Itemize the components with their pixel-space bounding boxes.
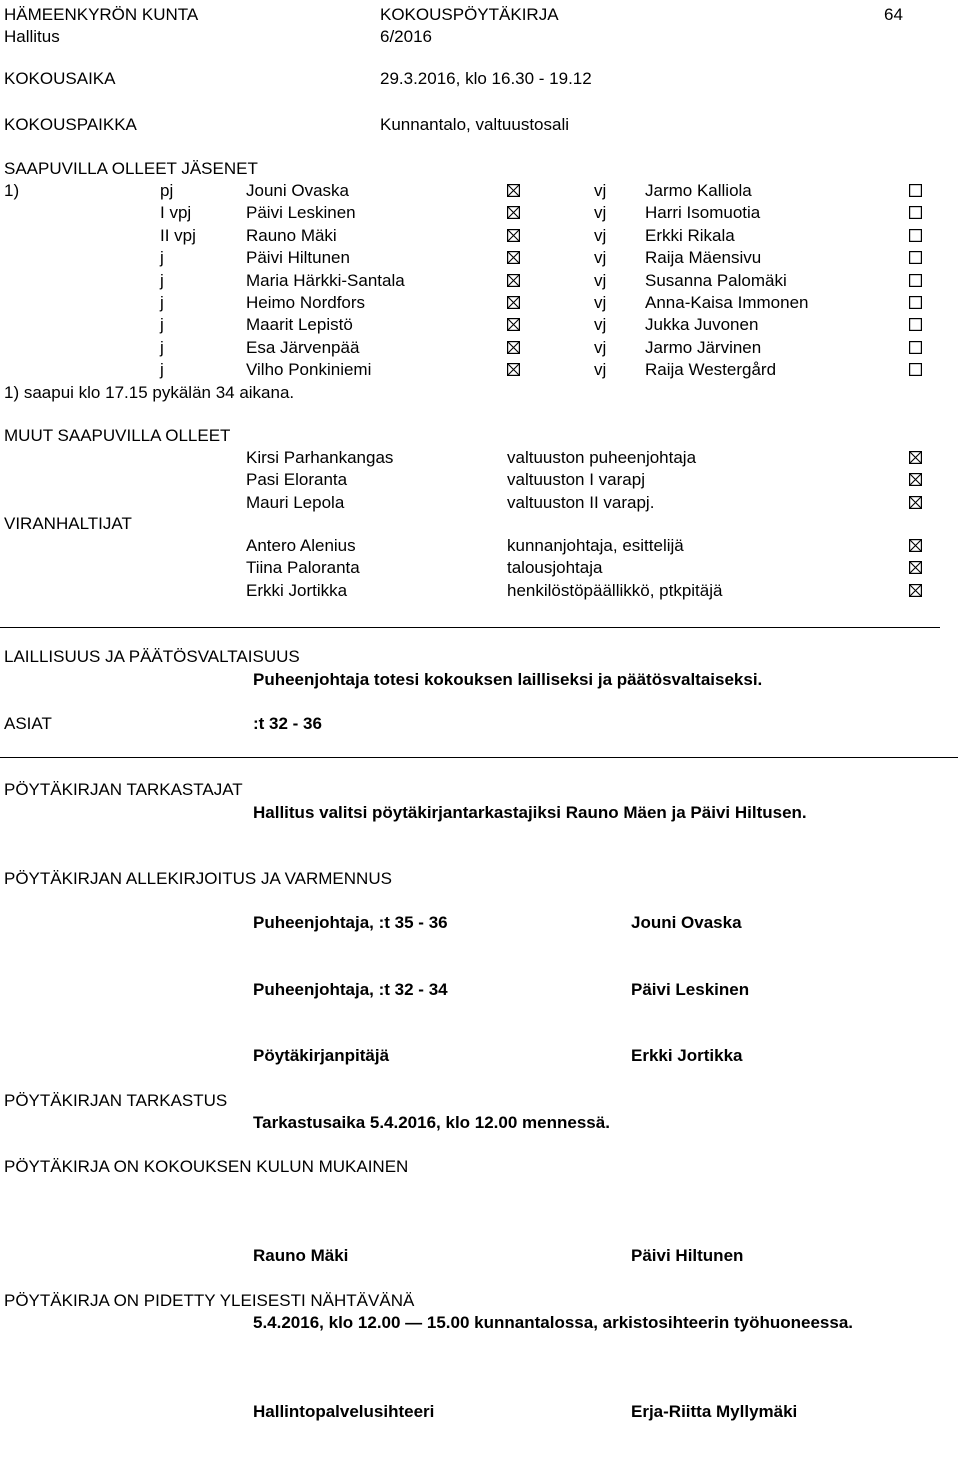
- public-text: 5.4.2016, klo 12.00 — 15.00 kunnantalossa, arkistosihteerin työhuoneessa.: [253, 1313, 853, 1332]
- empty-box-icon: [909, 184, 922, 197]
- signature-name: Päivi Leskinen: [631, 980, 750, 999]
- empty-box-icon: [909, 318, 922, 331]
- substitute-name: Jarmo Järvinen: [645, 337, 762, 357]
- substitute-role: vj: [594, 293, 607, 312]
- substitute-role: vj: [594, 315, 607, 335]
- governing-body: Hallitus: [4, 27, 60, 46]
- meeting-time-value: 29.3.2016, klo 16.30 - 19.12: [380, 69, 592, 88]
- substitute-name: Susanna Palomäki: [645, 270, 787, 290]
- checked-box-icon: [909, 496, 922, 509]
- checked-box-icon: [507, 363, 520, 376]
- substitute-role: vj: [594, 337, 607, 357]
- member-role: j: [160, 315, 164, 335]
- accordance-signer-2: Päivi Hiltunen: [631, 1246, 744, 1265]
- signature-name: Erkki Jortikka: [631, 1046, 743, 1065]
- legality-text: Puheenjohtaja totesi kokouksen lailliseksi ja päätösvaltaiseksi.: [253, 670, 763, 689]
- checked-box-icon: [909, 539, 922, 552]
- inspectors-heading: PÖYTÄKIRJAN TARKASTAJAT: [4, 780, 243, 799]
- document-type: KOKOUSPÖYTÄKIRJA: [380, 5, 559, 24]
- attendee-title: valtuuston II varapj.: [507, 492, 655, 512]
- section-divider: [0, 627, 940, 628]
- empty-box-icon: [909, 341, 922, 354]
- meeting-time-label: KOKOUSAIKA: [4, 69, 116, 88]
- substitute-role: vj: [594, 203, 607, 223]
- member-name: Jouni Ovaska: [246, 181, 349, 200]
- member-name: Maria Härkki-Santala: [246, 270, 405, 290]
- official-title: kunnanjohtaja, esittelijä: [507, 536, 684, 555]
- member-role: j: [160, 293, 164, 312]
- section-divider: [0, 757, 958, 758]
- substitute-name: Erkki Rikala: [645, 225, 735, 245]
- matters-value: :t 32 - 36: [253, 714, 322, 733]
- accordance-signer-1: Rauno Mäki: [253, 1246, 349, 1265]
- substitute-name: Raija Mäensivu: [645, 248, 762, 268]
- substitute-role: vj: [594, 225, 607, 245]
- inspectors-text: Hallitus valitsi pöytäkirjantarkastajiksi Rauno Mäen ja Päivi Hiltusen.: [253, 803, 807, 822]
- public-heading: PÖYTÄKIRJA ON PIDETTY YLEISESTI NÄHTÄVÄNÄ: [4, 1291, 415, 1310]
- attendee-name: Mauri Lepola: [246, 492, 345, 512]
- member-note: 1): [4, 181, 20, 200]
- others-heading: MUUT SAAPUVILLA OLLEET: [4, 426, 231, 445]
- document-number: 6/2016: [380, 27, 432, 46]
- signature-role: Puheenjohtaja, :t 32 - 34: [253, 980, 448, 999]
- checked-box-icon: [909, 473, 922, 486]
- member-role: j: [160, 360, 164, 380]
- public-signer-name: Erja-Riitta Myllymäki: [631, 1402, 798, 1421]
- municipality-name: HÄMEENKYRÖN KUNTA: [4, 5, 199, 24]
- meeting-place-value: Kunnantalo, valtuustosali: [380, 115, 570, 134]
- signature-role: Pöytäkirjanpitäjä: [253, 1046, 390, 1065]
- substitute-role: vj: [594, 270, 607, 290]
- checked-box-icon: [909, 584, 922, 597]
- member-role: I vpj: [160, 203, 192, 223]
- attendee-name: Pasi Eloranta: [246, 470, 348, 490]
- checked-box-icon: [909, 561, 922, 574]
- signature-name: Jouni Ovaska: [631, 913, 742, 932]
- member-name: Rauno Mäki: [246, 225, 337, 245]
- checked-box-icon: [507, 318, 520, 331]
- member-role: j: [160, 248, 164, 268]
- signature-role: Puheenjohtaja, :t 35 - 36: [253, 913, 448, 932]
- substitute-name: Harri Isomuotia: [645, 203, 761, 223]
- empty-box-icon: [909, 229, 922, 242]
- members-heading: SAAPUVILLA OLLEET JÄSENET: [4, 159, 258, 178]
- member-name: Maarit Lepistö: [246, 315, 353, 335]
- empty-box-icon: [909, 363, 922, 376]
- official-name: Antero Alenius: [246, 536, 356, 555]
- substitute-name: Jarmo Kalliola: [645, 181, 752, 200]
- signatures-heading: PÖYTÄKIRJAN ALLEKIRJOITUS JA VARMENNUS: [4, 869, 392, 888]
- substitute-role: vj: [594, 360, 607, 380]
- empty-box-icon: [909, 251, 922, 264]
- checked-box-icon: [507, 229, 520, 242]
- accordance-heading: PÖYTÄKIRJA ON KOKOUKSEN KULUN MUKAINEN: [4, 1157, 409, 1176]
- member-name: Päivi Hiltunen: [246, 248, 350, 268]
- officials-heading: VIRANHALTIJAT: [4, 514, 132, 533]
- official-name: Tiina Paloranta: [246, 558, 360, 578]
- member-name: Esa Järvenpää: [246, 337, 360, 357]
- substitute-name: Anna-Kaisa Immonen: [645, 293, 809, 312]
- official-name: Erkki Jortikka: [246, 580, 348, 600]
- member-role: j: [160, 270, 164, 290]
- substitute-name: Raija Westergård: [645, 360, 777, 380]
- empty-box-icon: [909, 296, 922, 309]
- attendee-title: valtuuston I varapj: [507, 470, 645, 490]
- checked-box-icon: [507, 184, 520, 197]
- empty-box-icon: [909, 206, 922, 219]
- checked-box-icon: [909, 451, 922, 464]
- member-role: II vpj: [160, 225, 196, 245]
- substitute-role: vj: [594, 181, 607, 200]
- review-text: Tarkastusaika 5.4.2016, klo 12.00 mennessä.: [253, 1113, 610, 1132]
- members-footnote: 1) saapui klo 17.15 pykälän 34 aikana.: [4, 383, 295, 402]
- checked-box-icon: [507, 341, 520, 354]
- matters-label: ASIAT: [4, 714, 52, 733]
- attendee-title: valtuuston puheenjohtaja: [507, 448, 697, 467]
- member-role: j: [160, 337, 164, 357]
- page-number: 64: [884, 5, 903, 24]
- empty-box-icon: [909, 274, 922, 287]
- official-title: talousjohtaja: [507, 558, 603, 578]
- attendee-name: Kirsi Parhankangas: [246, 448, 394, 467]
- member-name: Päivi Leskinen: [246, 203, 356, 223]
- checked-box-icon: [507, 206, 520, 219]
- checked-box-icon: [507, 296, 520, 309]
- member-name: Heimo Nordfors: [246, 293, 366, 312]
- legality-heading: LAILLISUUS JA PÄÄTÖSVALTAISUUS: [4, 647, 300, 666]
- checked-box-icon: [507, 251, 520, 264]
- member-name: Vilho Ponkiniemi: [246, 360, 372, 380]
- meeting-place-label: KOKOUSPAIKKA: [4, 115, 137, 134]
- official-title: henkilöstöpäällikkö, ptkpitäjä: [507, 580, 723, 600]
- member-role: pj: [160, 181, 174, 200]
- checked-box-icon: [507, 274, 520, 287]
- substitute-role: vj: [594, 248, 607, 268]
- public-signer-role: Hallintopalvelusihteeri: [253, 1402, 435, 1421]
- review-heading: PÖYTÄKIRJAN TARKASTUS: [4, 1091, 228, 1110]
- substitute-name: Jukka Juvonen: [645, 315, 759, 335]
